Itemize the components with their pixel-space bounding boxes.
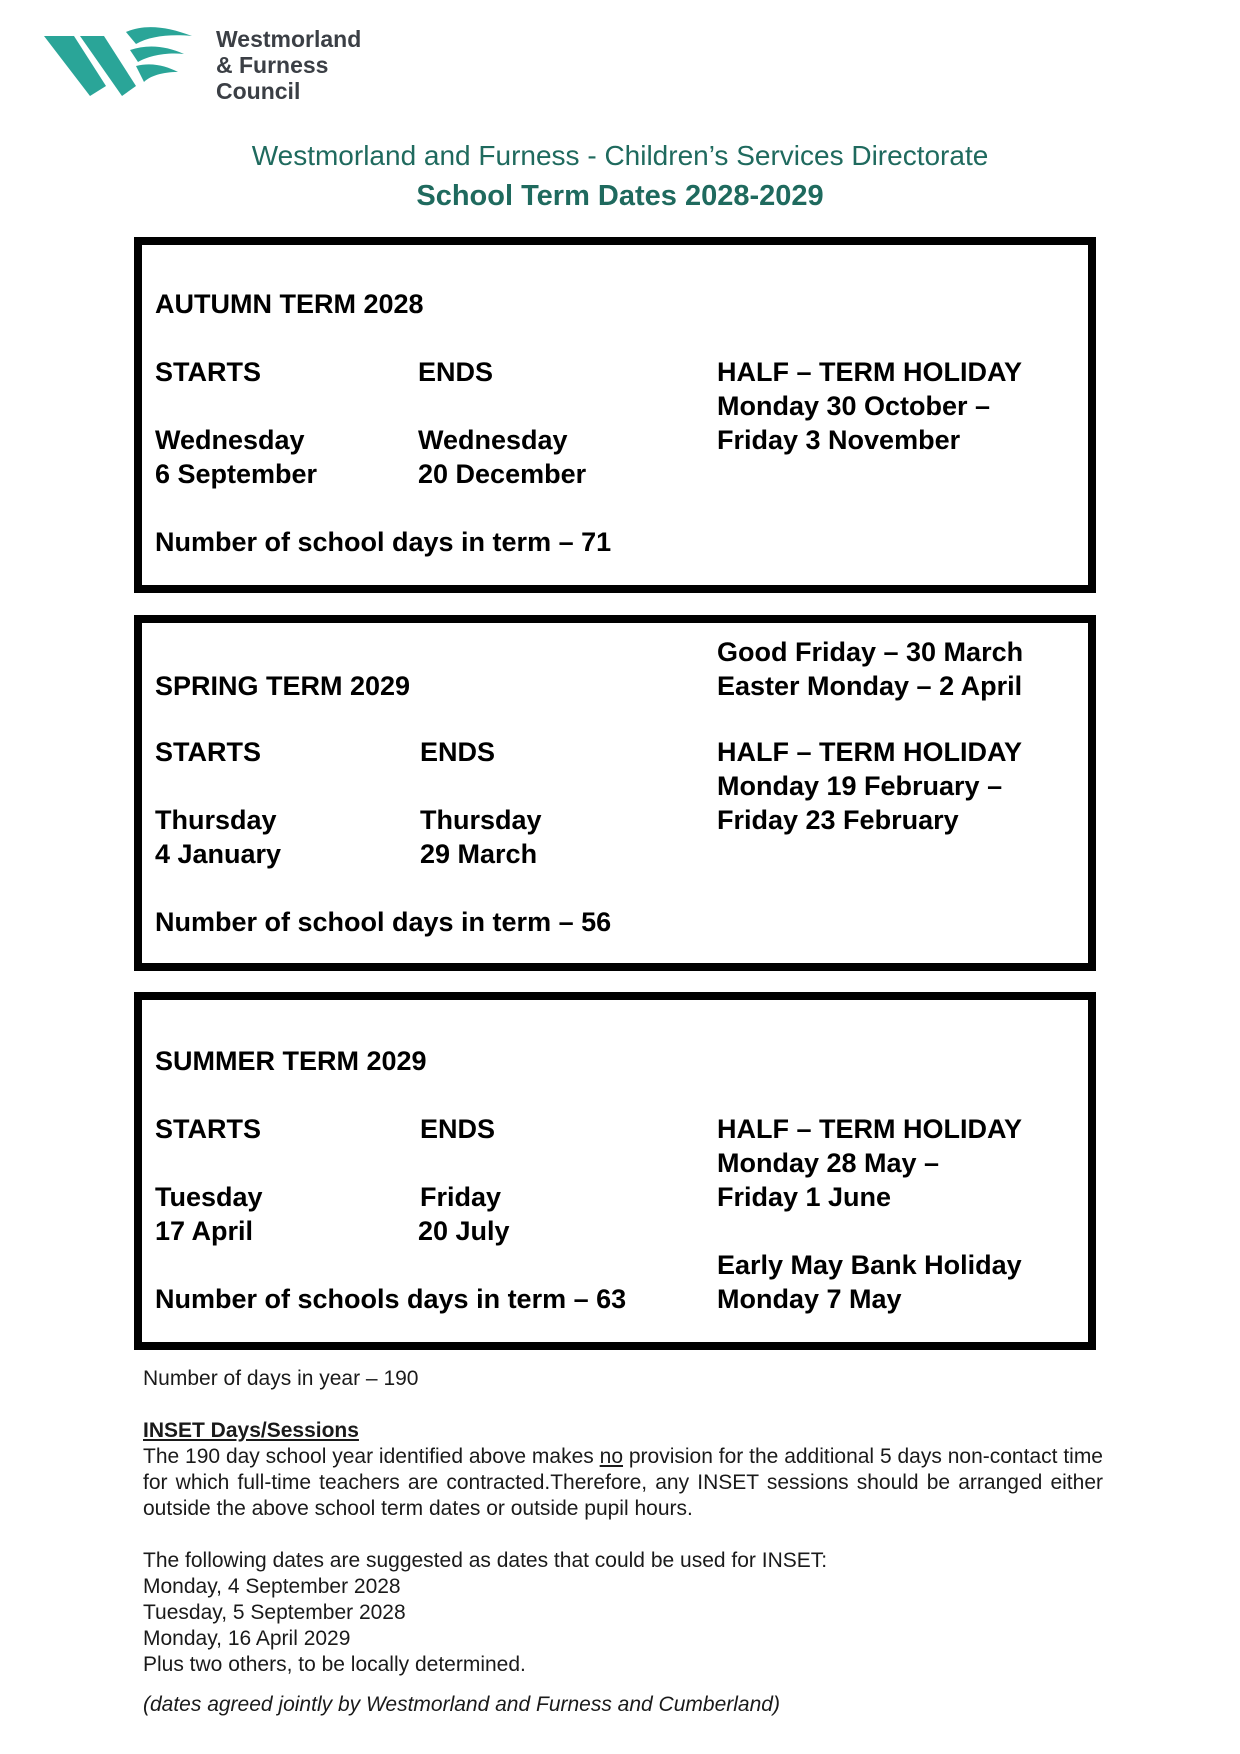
summer-school-days: Number of schools days in term – 63 (155, 1284, 627, 1314)
inset-date-item: Monday, 16 April 2029 (143, 1627, 351, 1650)
autumn-start-day: Wednesday (155, 425, 305, 455)
logo-line: Westmorland (216, 26, 362, 52)
spring-halfterm-label: HALF – TERM HOLIDAY (717, 737, 1023, 767)
summer-start-date: 17 April (155, 1216, 254, 1246)
autumn-end-day: Wednesday (418, 425, 568, 455)
page-title: School Term Dates 2028-2029 (416, 180, 824, 212)
spring-start-day: Thursday (155, 805, 277, 835)
easter-monday: Easter Monday – 2 April (717, 671, 1023, 701)
autumn-ends-label: ENDS (418, 357, 494, 387)
inset-date-item: Monday, 4 September 2028 (143, 1575, 401, 1598)
summer-ends-label: ENDS (420, 1114, 496, 1144)
spring-starts-label: STARTS (155, 737, 261, 767)
spring-halfterm-to: Friday 23 February (717, 805, 959, 835)
inset-heading: INSET Days/Sessions (143, 1419, 359, 1442)
autumn-starts-label: STARTS (155, 357, 261, 387)
spring-term-title: SPRING TERM 2029 (155, 671, 411, 701)
inset-date-item: Plus two others, to be locally determined. (143, 1653, 526, 1676)
spring-school-days: Number of school days in term – 56 (155, 907, 612, 937)
wf-logo-mark-icon (44, 22, 204, 102)
summer-end-day: Friday (420, 1182, 502, 1212)
spring-term-box (134, 615, 1096, 971)
summer-end-date: 20 July (418, 1216, 510, 1246)
spring-halfterm-from: Monday 19 February – (717, 771, 1003, 801)
agreement-note: (dates agreed jointly by Westmorland and Furness and Cumberland) (143, 1693, 780, 1716)
autumn-term-box (134, 237, 1096, 593)
inset-paragraph-start: The 190 day school year identified above makes (143, 1445, 600, 1468)
bank-holiday-date: Monday 7 May (717, 1284, 902, 1314)
logo-wordmark (216, 26, 361, 104)
autumn-end-date: 20 December (418, 459, 587, 489)
logo-line: Council (216, 78, 301, 104)
spring-ends-label: ENDS (420, 737, 496, 767)
summer-halfterm-from: Monday 28 May – (717, 1148, 940, 1178)
inset-suggest-intro: The following dates are suggested as dates that could be used for INSET: (143, 1549, 828, 1572)
autumn-term-title: AUTUMN TERM 2028 (155, 289, 424, 319)
autumn-halfterm-label: HALF – TERM HOLIDAY (717, 357, 1023, 387)
autumn-school-days: Number of school days in term – 71 (155, 527, 612, 557)
spring-end-date: 29 March (420, 839, 538, 869)
logo-line: & Furness (216, 52, 329, 78)
directorate-subtitle: Westmorland and Furness - Children’s Services Directorate (251, 140, 989, 171)
inset-paragraph-end: provision for the additional 5 days non-contact time for which full-time teachers are contracted.Therefore, any INSET sessions should be arranged either outside the above school term dates or outside pupil hours. (143, 1445, 1103, 1520)
spring-end-day: Thursday (420, 805, 542, 835)
inset-paragraph (143, 1444, 1103, 1522)
easter-good-friday: Good Friday – 30 March (717, 637, 1024, 667)
spring-start-date: 4 January (155, 839, 282, 869)
council-logo (44, 22, 374, 102)
autumn-halfterm-to: Friday 3 November (717, 425, 961, 455)
inset-section (143, 1418, 1103, 1718)
summer-starts-label: STARTS (155, 1114, 261, 1144)
inset-date-item: Tuesday, 5 September 2028 (143, 1601, 406, 1624)
bank-holiday-label: Early May Bank Holiday (717, 1250, 1022, 1280)
year-days-total: Number of days in year – 190 (143, 1367, 419, 1390)
autumn-halfterm-from: Monday 30 October – (717, 391, 991, 421)
summer-term-box (134, 992, 1096, 1350)
autumn-start-date: 6 September (155, 459, 318, 489)
summer-term-title: SUMMER TERM 2029 (155, 1046, 427, 1076)
summer-halfterm-to: Friday 1 June (717, 1182, 892, 1212)
summer-start-day: Tuesday (155, 1182, 263, 1212)
inset-paragraph-no: no (599, 1445, 624, 1468)
summer-halfterm-label: HALF – TERM HOLIDAY (717, 1114, 1023, 1144)
